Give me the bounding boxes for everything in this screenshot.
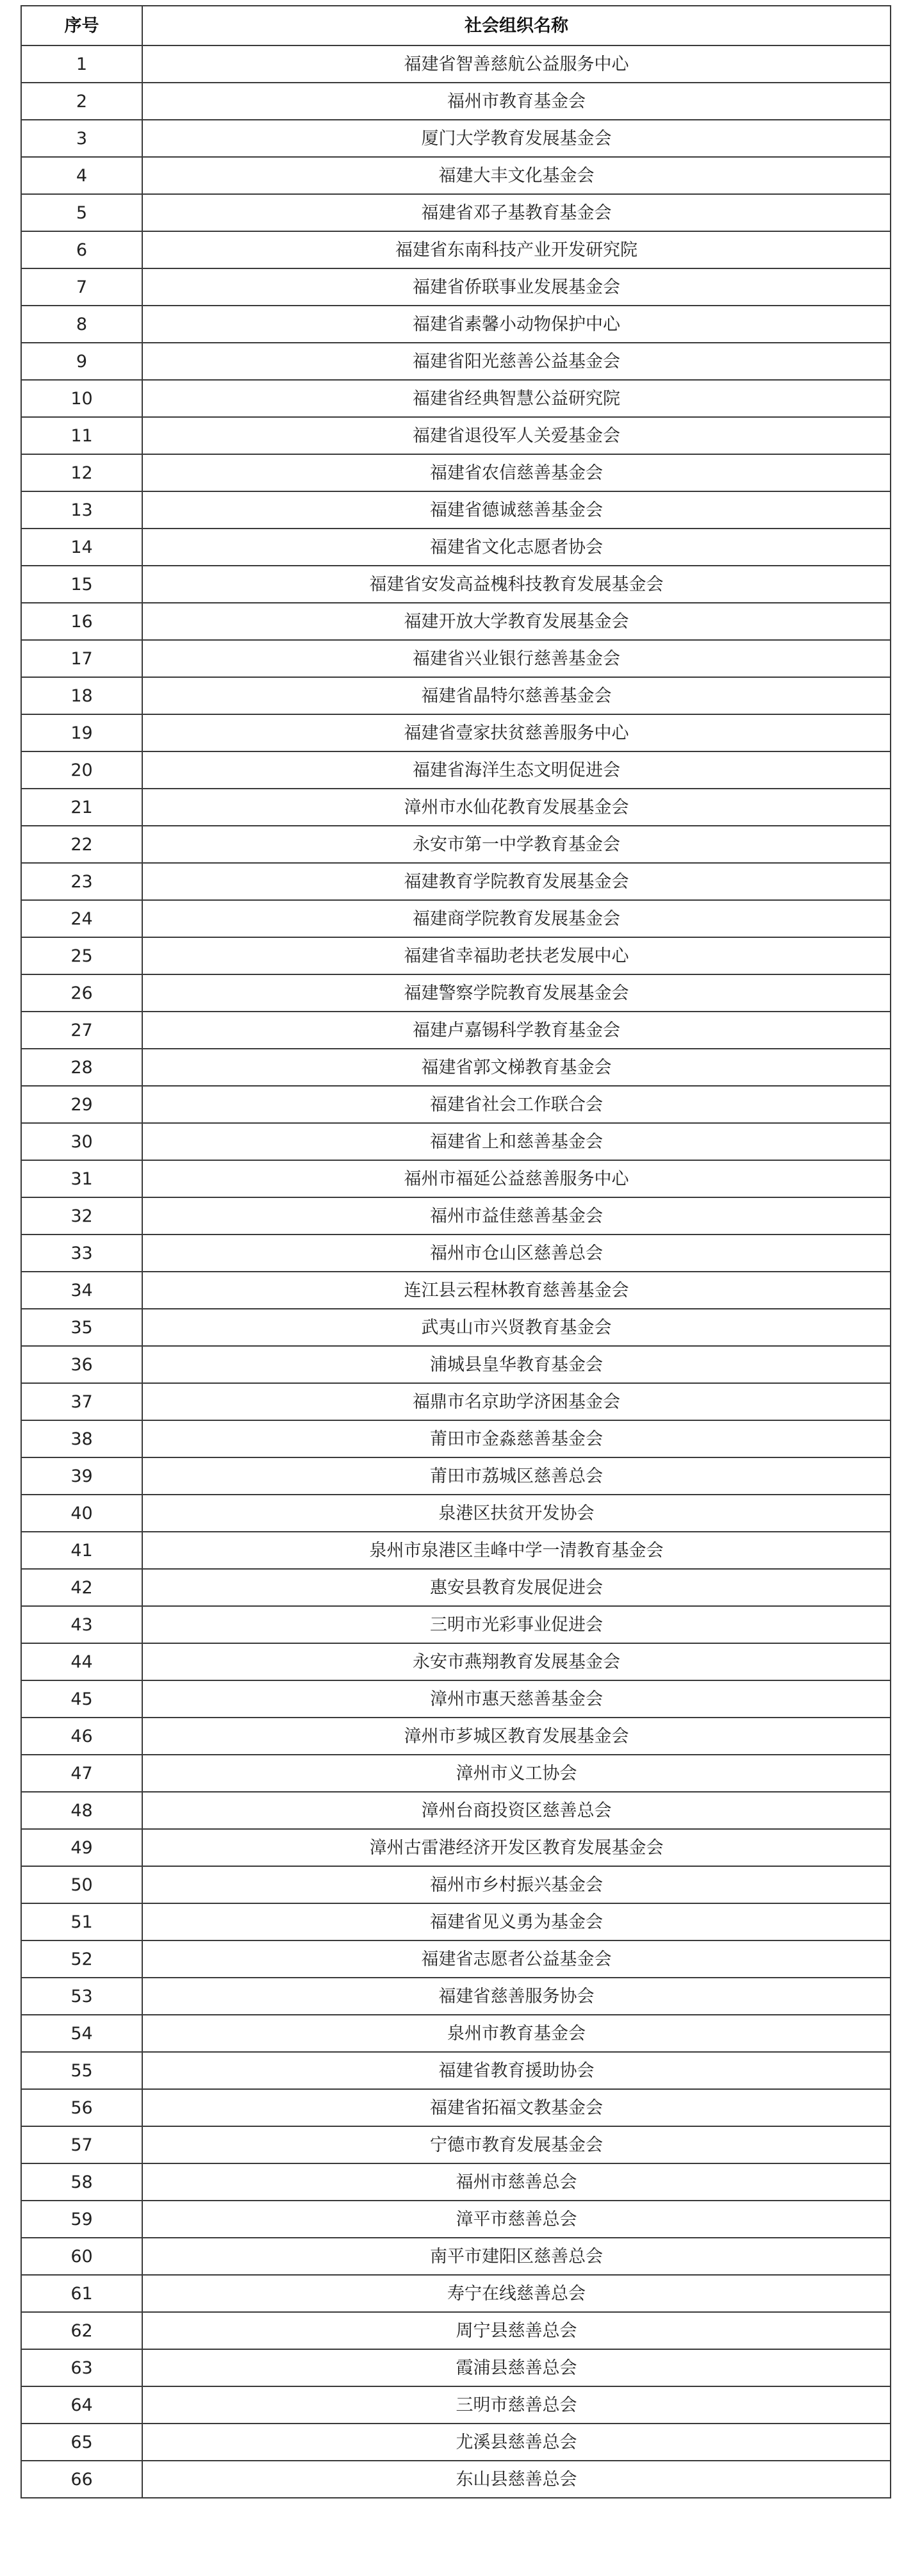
table-row: [21, 1197, 891, 1235]
row-org-name: 福建省侨联事业发展基金会: [142, 268, 891, 306]
table-row: [21, 1680, 891, 1718]
table-row: [21, 529, 891, 566]
table-row: [21, 714, 891, 751]
table-row: [21, 789, 891, 826]
row-index: 53: [21, 1978, 142, 2015]
row-index: 49: [21, 1829, 142, 1866]
row-index: 61: [21, 2275, 142, 2312]
row-org-name: 东山县慈善总会: [142, 2461, 891, 2498]
row-index: 5: [21, 194, 142, 231]
table-row: [21, 603, 891, 640]
table-row: [21, 1383, 891, 1420]
row-index: 58: [21, 2163, 142, 2201]
row-org-name: 福建教育学院教育发展基金会: [142, 863, 891, 900]
table-row: [21, 974, 891, 1012]
row-org-name: 泉港区扶贫开发协会: [142, 1495, 891, 1532]
row-org-name: 漳州市芗城区教育发展基金会: [142, 1718, 891, 1755]
table-row: [21, 1309, 891, 1346]
table-row: [21, 826, 891, 863]
table-row: [21, 120, 891, 157]
row-index: 27: [21, 1012, 142, 1049]
table-row: [21, 491, 891, 529]
row-org-name: 漳州市惠天慈善基金会: [142, 1680, 891, 1718]
table-row: [21, 1532, 891, 1569]
row-index: 32: [21, 1197, 142, 1235]
row-index: 29: [21, 1086, 142, 1123]
row-org-name: 福建省上和慈善基金会: [142, 1123, 891, 1160]
row-org-name: 福建省壹家扶贫慈善服务中心: [142, 714, 891, 751]
row-org-name: 永安市燕翔教育发展基金会: [142, 1643, 891, 1680]
table-row: [21, 1495, 891, 1532]
table-row: [21, 1643, 891, 1680]
row-org-name: 三明市光彩事业促进会: [142, 1606, 891, 1643]
row-org-name: 福建省兴业银行慈善基金会: [142, 640, 891, 677]
row-index: 66: [21, 2461, 142, 2498]
row-org-name: 漳州市水仙花教育发展基金会: [142, 789, 891, 826]
table-row: [21, 640, 891, 677]
row-index: 12: [21, 454, 142, 491]
table-row: [21, 1569, 891, 1606]
row-index: 54: [21, 2015, 142, 2052]
table-body: [21, 45, 891, 2498]
header-index: 序号: [21, 6, 142, 45]
table-row: [21, 2461, 891, 2498]
table-row: [21, 2126, 891, 2163]
row-index: 10: [21, 380, 142, 417]
table-row: [21, 343, 891, 380]
row-org-name: 福建卢嘉锡科学教育基金会: [142, 1012, 891, 1049]
row-org-name: 南平市建阳区慈善总会: [142, 2238, 891, 2275]
row-org-name: 福建省阳光慈善公益基金会: [142, 343, 891, 380]
table-row: [21, 1457, 891, 1495]
row-index: 59: [21, 2201, 142, 2238]
row-index: 43: [21, 1606, 142, 1643]
row-org-name: 尤溪县慈善总会: [142, 2424, 891, 2461]
row-org-name: 福建省幸福助老扶老发展中心: [142, 937, 891, 974]
row-org-name: 福州市仓山区慈善总会: [142, 1235, 891, 1272]
table-row: [21, 1235, 891, 1272]
row-org-name: 连江县云程林教育慈善基金会: [142, 1272, 891, 1309]
row-org-name: 厦门大学教育发展基金会: [142, 120, 891, 157]
table-row: [21, 454, 891, 491]
table-header-row: [21, 6, 891, 45]
row-index: 44: [21, 1643, 142, 1680]
table-row: [21, 1346, 891, 1383]
row-index: 60: [21, 2238, 142, 2275]
row-index: 21: [21, 789, 142, 826]
table-row: [21, 231, 891, 268]
table-row: [21, 2238, 891, 2275]
row-org-name: 福建省退役军人关爱基金会: [142, 417, 891, 454]
row-org-name: 周宁县慈善总会: [142, 2312, 891, 2349]
row-org-name: 福建省晶特尔慈善基金会: [142, 677, 891, 714]
table-row: [21, 1903, 891, 1940]
row-org-name: 福建商学院教育发展基金会: [142, 900, 891, 937]
row-index: 47: [21, 1755, 142, 1792]
row-org-name: 福州市乡村振兴基金会: [142, 1866, 891, 1903]
table-row: [21, 306, 891, 343]
table-row: [21, 2201, 891, 2238]
row-org-name: 福建大丰文化基金会: [142, 157, 891, 194]
row-index: 40: [21, 1495, 142, 1532]
row-org-name: 三明市慈善总会: [142, 2386, 891, 2424]
row-index: 9: [21, 343, 142, 380]
row-org-name: 漳州古雷港经济开发区教育发展基金会: [142, 1829, 891, 1866]
row-index: 6: [21, 231, 142, 268]
row-org-name: 福建省文化志愿者协会: [142, 529, 891, 566]
row-index: 16: [21, 603, 142, 640]
header-org-name: 社会组织名称: [142, 6, 891, 45]
row-org-name: 泉州市泉港区圭峰中学一清教育基金会: [142, 1532, 891, 1569]
row-index: 39: [21, 1457, 142, 1495]
table-row: [21, 937, 891, 974]
row-index: 50: [21, 1866, 142, 1903]
table-row: [21, 1792, 891, 1829]
row-org-name: 福建省社会工作联合会: [142, 1086, 891, 1123]
row-org-name: 福州市福延公益慈善服务中心: [142, 1160, 891, 1197]
row-index: 45: [21, 1680, 142, 1718]
row-index: 41: [21, 1532, 142, 1569]
row-index: 1: [21, 45, 142, 83]
row-index: 30: [21, 1123, 142, 1160]
organization-table-container: [21, 5, 890, 2498]
table-row: [21, 1718, 891, 1755]
table-row: [21, 45, 891, 83]
table-row: [21, 1978, 891, 2015]
table-row: [21, 1272, 891, 1309]
row-org-name: 福建省素馨小动物保护中心: [142, 306, 891, 343]
row-org-name: 武夷山市兴贤教育基金会: [142, 1309, 891, 1346]
row-index: 55: [21, 2052, 142, 2089]
table-row: [21, 863, 891, 900]
row-index: 36: [21, 1346, 142, 1383]
row-index: 19: [21, 714, 142, 751]
table-row: [21, 2386, 891, 2424]
row-org-name: 福建省海洋生态文明促进会: [142, 751, 891, 789]
row-index: 11: [21, 417, 142, 454]
row-index: 8: [21, 306, 142, 343]
row-index: 23: [21, 863, 142, 900]
table-row: [21, 677, 891, 714]
row-index: 51: [21, 1903, 142, 1940]
table-row: [21, 900, 891, 937]
row-org-name: 福建省农信慈善基金会: [142, 454, 891, 491]
table-row: [21, 268, 891, 306]
row-index: 26: [21, 974, 142, 1012]
row-org-name: 福州市教育基金会: [142, 83, 891, 120]
row-index: 25: [21, 937, 142, 974]
row-index: 46: [21, 1718, 142, 1755]
table-row: [21, 1420, 891, 1457]
row-org-name: 福建省东南科技产业开发研究院: [142, 231, 891, 268]
row-org-name: 漳州台商投资区慈善总会: [142, 1792, 891, 1829]
row-index: 38: [21, 1420, 142, 1457]
row-index: 31: [21, 1160, 142, 1197]
row-index: 42: [21, 1569, 142, 1606]
row-index: 62: [21, 2312, 142, 2349]
row-org-name: 福建省德诚慈善基金会: [142, 491, 891, 529]
row-org-name: 福鼎市名京助学济困基金会: [142, 1383, 891, 1420]
row-org-name: 寿宁在线慈善总会: [142, 2275, 891, 2312]
row-index: 65: [21, 2424, 142, 2461]
row-org-name: 福建警察学院教育发展基金会: [142, 974, 891, 1012]
row-index: 24: [21, 900, 142, 937]
table-row: [21, 1829, 891, 1866]
row-index: 64: [21, 2386, 142, 2424]
table-row: [21, 2163, 891, 2201]
table-row: [21, 1012, 891, 1049]
row-org-name: 莆田市荔城区慈善总会: [142, 1457, 891, 1495]
row-index: 34: [21, 1272, 142, 1309]
row-org-name: 宁德市教育发展基金会: [142, 2126, 891, 2163]
table-row: [21, 2089, 891, 2126]
row-org-name: 泉州市教育基金会: [142, 2015, 891, 2052]
table-row: [21, 1160, 891, 1197]
row-org-name: 福州市益佳慈善基金会: [142, 1197, 891, 1235]
row-org-name: 福建开放大学教育发展基金会: [142, 603, 891, 640]
row-index: 2: [21, 83, 142, 120]
row-index: 33: [21, 1235, 142, 1272]
row-org-name: 福建省智善慈航公益服务中心: [142, 45, 891, 83]
table-row: [21, 2052, 891, 2089]
table-row: [21, 1940, 891, 1978]
table-row: [21, 2424, 891, 2461]
row-org-name: 永安市第一中学教育基金会: [142, 826, 891, 863]
row-org-name: 漳州市义工协会: [142, 1755, 891, 1792]
row-index: 14: [21, 529, 142, 566]
row-index: 63: [21, 2349, 142, 2386]
table-row: [21, 2275, 891, 2312]
table-row: [21, 2349, 891, 2386]
row-org-name: 霞浦县慈善总会: [142, 2349, 891, 2386]
row-index: 15: [21, 566, 142, 603]
table-row: [21, 2312, 891, 2349]
row-index: 57: [21, 2126, 142, 2163]
row-index: 18: [21, 677, 142, 714]
row-org-name: 福建省慈善服务协会: [142, 1978, 891, 2015]
row-index: 7: [21, 268, 142, 306]
row-org-name: 福建省安发高益槐科技教育发展基金会: [142, 566, 891, 603]
row-index: 48: [21, 1792, 142, 1829]
row-org-name: 福建省见义勇为基金会: [142, 1903, 891, 1940]
table-row: [21, 157, 891, 194]
row-index: 4: [21, 157, 142, 194]
row-index: 13: [21, 491, 142, 529]
row-org-name: 莆田市金淼慈善基金会: [142, 1420, 891, 1457]
table-row: [21, 380, 891, 417]
row-index: 56: [21, 2089, 142, 2126]
row-org-name: 惠安县教育发展促进会: [142, 1569, 891, 1606]
row-index: 52: [21, 1940, 142, 1978]
table-row: [21, 83, 891, 120]
row-org-name: 福州市慈善总会: [142, 2163, 891, 2201]
row-index: 3: [21, 120, 142, 157]
row-org-name: 福建省郭文梯教育基金会: [142, 1049, 891, 1086]
table-row: [21, 751, 891, 789]
table-row: [21, 1606, 891, 1643]
table-row: [21, 1049, 891, 1086]
organization-table: [21, 5, 891, 2498]
table-row: [21, 1123, 891, 1160]
table-row: [21, 417, 891, 454]
row-org-name: 福建省志愿者公益基金会: [142, 1940, 891, 1978]
table-row: [21, 1866, 891, 1903]
table-row: [21, 566, 891, 603]
table-row: [21, 1755, 891, 1792]
row-org-name: 福建省教育援助协会: [142, 2052, 891, 2089]
row-index: 28: [21, 1049, 142, 1086]
row-index: 20: [21, 751, 142, 789]
table-row: [21, 194, 891, 231]
row-org-name: 福建省邓子基教育基金会: [142, 194, 891, 231]
table-row: [21, 2015, 891, 2052]
row-org-name: 浦城县皇华教育基金会: [142, 1346, 891, 1383]
row-org-name: 福建省经典智慧公益研究院: [142, 380, 891, 417]
row-index: 22: [21, 826, 142, 863]
row-org-name: 福建省拓福文教基金会: [142, 2089, 891, 2126]
table-row: [21, 1086, 891, 1123]
row-index: 17: [21, 640, 142, 677]
row-index: 35: [21, 1309, 142, 1346]
row-index: 37: [21, 1383, 142, 1420]
row-org-name: 漳平市慈善总会: [142, 2201, 891, 2238]
